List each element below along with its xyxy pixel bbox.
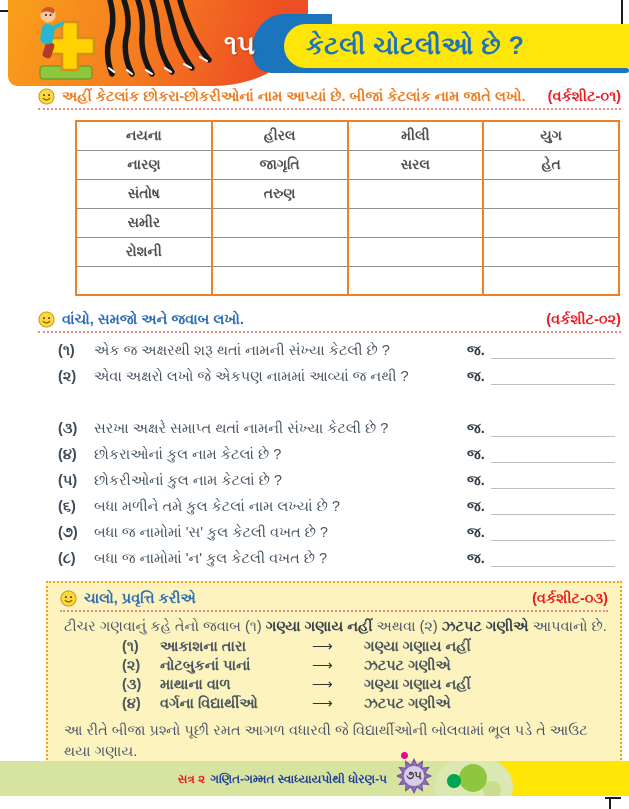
- item-number: (૨): [122, 658, 141, 674]
- footer-dot: [447, 774, 461, 788]
- semester-label: સત્ર ૨: [177, 772, 206, 786]
- question-number: (૬): [58, 499, 76, 515]
- table-row: [76, 179, 619, 208]
- answer-prefix: જ.: [467, 525, 485, 541]
- empty-name-cell[interactable]: [483, 266, 619, 295]
- book-title: ગણિત-ગમ્મત સ્વાધ્યાયપોથી ધોરણ-૫: [210, 772, 387, 786]
- activity-outro: આ રીતે બીજા પ્રશ્નો પૂછી રમત આગળ વધારવી જે વિદ્યાર્થીઓની બોલવામાં ભૂલ પડે તે આઉટ થયા ગણાય.: [64, 723, 588, 761]
- answer-line[interactable]: [491, 370, 615, 385]
- empty-name-cell[interactable]: [483, 179, 619, 208]
- answer-prefix: જ.: [467, 551, 485, 567]
- page-number: ૭૫: [406, 769, 422, 782]
- page-number-badge: [395, 757, 433, 795]
- answer-line[interactable]: [491, 500, 615, 515]
- footer-dot: [459, 764, 487, 792]
- question-row: [58, 499, 615, 515]
- header-illustration: [14, 0, 224, 86]
- chapter-header: [0, 0, 629, 88]
- page-content: [0, 88, 629, 776]
- question-row: [58, 447, 615, 463]
- answer-prefix: જ.: [467, 343, 485, 359]
- empty-name-cell[interactable]: [348, 266, 484, 295]
- section1-instruction: અહીં કેટલાંક છોકરા-છોકરીઓનાં નામ આપ્યાં છે. બીજાં કેટલાંક નામ જાતે લખો.: [62, 88, 526, 105]
- arrow-right-icon: ⟶: [312, 658, 333, 674]
- answer-line[interactable]: [491, 422, 615, 437]
- item-number: (૪): [122, 696, 141, 712]
- activity-header: [60, 590, 608, 612]
- name-cell: સમીર: [76, 208, 212, 237]
- table-row: [76, 121, 619, 150]
- empty-name-cell[interactable]: [212, 237, 348, 266]
- arrow-right-icon: ⟶: [312, 677, 333, 693]
- activity-heading: ચાલો, પ્રવૃત્તિ કરીએ: [84, 590, 196, 607]
- table-row: [76, 237, 619, 266]
- empty-name-cell[interactable]: [76, 266, 212, 295]
- table-row: [76, 150, 619, 179]
- question-row: [58, 369, 615, 385]
- name-cell: યુગ: [483, 121, 619, 150]
- answer-prefix: જ.: [467, 499, 485, 515]
- page-title: કેટલી ચોટલીઓ છે ?: [306, 31, 525, 60]
- smiley-icon: [38, 311, 55, 328]
- banner-underline: [268, 68, 629, 73]
- section1-header: [38, 88, 621, 110]
- table-row: [76, 266, 619, 295]
- item-answer: ઝટપટ ગણીએ: [364, 696, 451, 712]
- question-text: એક જ અક્ષરથી શરૂ થતાં નામની સંખ્યા કેટલી છે ?: [94, 343, 390, 359]
- question-number: (૨): [58, 369, 77, 385]
- answer-prefix: જ.: [467, 473, 485, 489]
- question-text: છોકરીઓનાં કુલ નામ કેટલાં છે ?: [94, 473, 282, 489]
- table-row: [76, 208, 619, 237]
- page-footer: [0, 760, 629, 809]
- item-label: માથાના વાળ: [160, 677, 231, 693]
- name-cell: હીરલ: [212, 121, 348, 150]
- name-cell: જાગૃતિ: [212, 150, 348, 179]
- answer-line[interactable]: [491, 474, 615, 489]
- names-table: [75, 120, 620, 296]
- question-row: [58, 473, 615, 489]
- activity-box: [46, 581, 622, 776]
- item-number: (૧): [122, 639, 139, 655]
- answer-line[interactable]: [491, 344, 615, 359]
- empty-name-cell[interactable]: [348, 237, 484, 266]
- answer-prefix: જ.: [467, 421, 485, 437]
- answer-line[interactable]: [491, 552, 615, 567]
- question-number: (૮): [58, 551, 76, 567]
- answer-prefix: જ.: [467, 447, 485, 463]
- question-list: [58, 343, 615, 567]
- answer-line[interactable]: [491, 526, 615, 541]
- item-number: (૩): [122, 677, 142, 693]
- name-cell: સંતોષ: [76, 179, 212, 208]
- activity-item: [122, 639, 608, 655]
- question-text: સરખા અક્ષરે સમાપ્ત થતાં નામની સંખ્યા કેટલી છે ?: [94, 421, 389, 437]
- question-row: [58, 343, 615, 359]
- arrow-right-icon: ⟶: [312, 639, 333, 655]
- activity-item: [122, 696, 608, 712]
- empty-name-cell[interactable]: [212, 266, 348, 295]
- item-answer: ગણ્યા ગણાય નહીં: [364, 677, 471, 693]
- chapter-number: ૧૫: [224, 30, 255, 60]
- smiley-icon: [38, 88, 55, 105]
- worksheet-label-1: (વર્કશીટ-૦૧): [547, 88, 621, 105]
- question-text: છોકરાઓનાં કુલ નામ કેટલાં છે ?: [94, 447, 282, 463]
- worksheet-label-3: (વર્કશીટ-૦૩): [532, 590, 608, 607]
- question-number: (૭): [58, 525, 78, 541]
- item-answer: ગણ્યા ગણાય નહીં: [364, 639, 471, 655]
- question-row: [58, 551, 615, 567]
- question-number: (૪): [58, 447, 77, 463]
- chapter-title-banner: [284, 24, 629, 68]
- answer-prefix: જ.: [467, 369, 485, 385]
- name-cell: હેત: [483, 150, 619, 179]
- item-label: નોટબુકનાં પાનાં: [160, 658, 251, 674]
- activity-intro: ટીચર ગણવાનું કહે તેનો જવાબ (૧) ગણ્યા ગણાય નહીં અથવા (૨) ઝટપટ ગણીએ આપવાનો છે.: [64, 619, 607, 635]
- activity-item: [122, 677, 608, 693]
- question-number: (૧): [58, 343, 75, 359]
- question-text: બધા મળીને તમે કુલ કેટલાં નામ લખ્યાં છે ?: [94, 499, 340, 515]
- empty-name-cell[interactable]: [483, 237, 619, 266]
- question-number: (૩): [58, 421, 78, 437]
- section2-header: [38, 311, 621, 333]
- empty-name-cell[interactable]: [483, 208, 619, 237]
- footer-book-info: [178, 772, 387, 787]
- braids-icon: [108, 0, 209, 74]
- name-cell: નયના: [76, 121, 212, 150]
- name-cell: સરલ: [348, 150, 484, 179]
- name-cell: તરુણ: [212, 179, 348, 208]
- question-text: એવા અક્ષરો લખો જે એકપણ નામમાં આવ્યાં જ નથી ?: [94, 369, 409, 385]
- item-label: આકાશના તારા: [160, 639, 247, 655]
- empty-name-cell[interactable]: [212, 208, 348, 237]
- item-label: વર્ગના વિદ્યાર્થીઓ: [160, 696, 258, 712]
- question-number: (૫): [58, 473, 78, 489]
- name-cell: રોશની: [76, 237, 212, 266]
- question-row: [58, 421, 615, 437]
- smiley-icon: [60, 590, 77, 607]
- empty-name-cell[interactable]: [348, 208, 484, 237]
- answer-line[interactable]: [491, 448, 615, 463]
- empty-name-cell[interactable]: [348, 179, 484, 208]
- arrow-right-icon: ⟶: [312, 696, 333, 712]
- pink-dot: [401, 752, 408, 759]
- name-cell: મીલી: [348, 121, 484, 150]
- question-text: બધા જ નામોમાં 'સ' કુલ કેટલી વખત છે ?: [94, 525, 328, 541]
- activity-item: [122, 658, 608, 674]
- question-row: [58, 525, 615, 541]
- worksheet-label-2: (વર્કશીટ-૦૨): [546, 311, 621, 328]
- question-text: બધા જ નામોમાં 'ન' કુલ કેટલી વખત છે ?: [94, 551, 328, 567]
- name-cell: નારણ: [76, 150, 212, 179]
- item-answer: ઝટપટ ગણીએ: [364, 658, 451, 674]
- section2-heading: વાંચો, સમજો અને જવાબ લખો.: [62, 311, 244, 328]
